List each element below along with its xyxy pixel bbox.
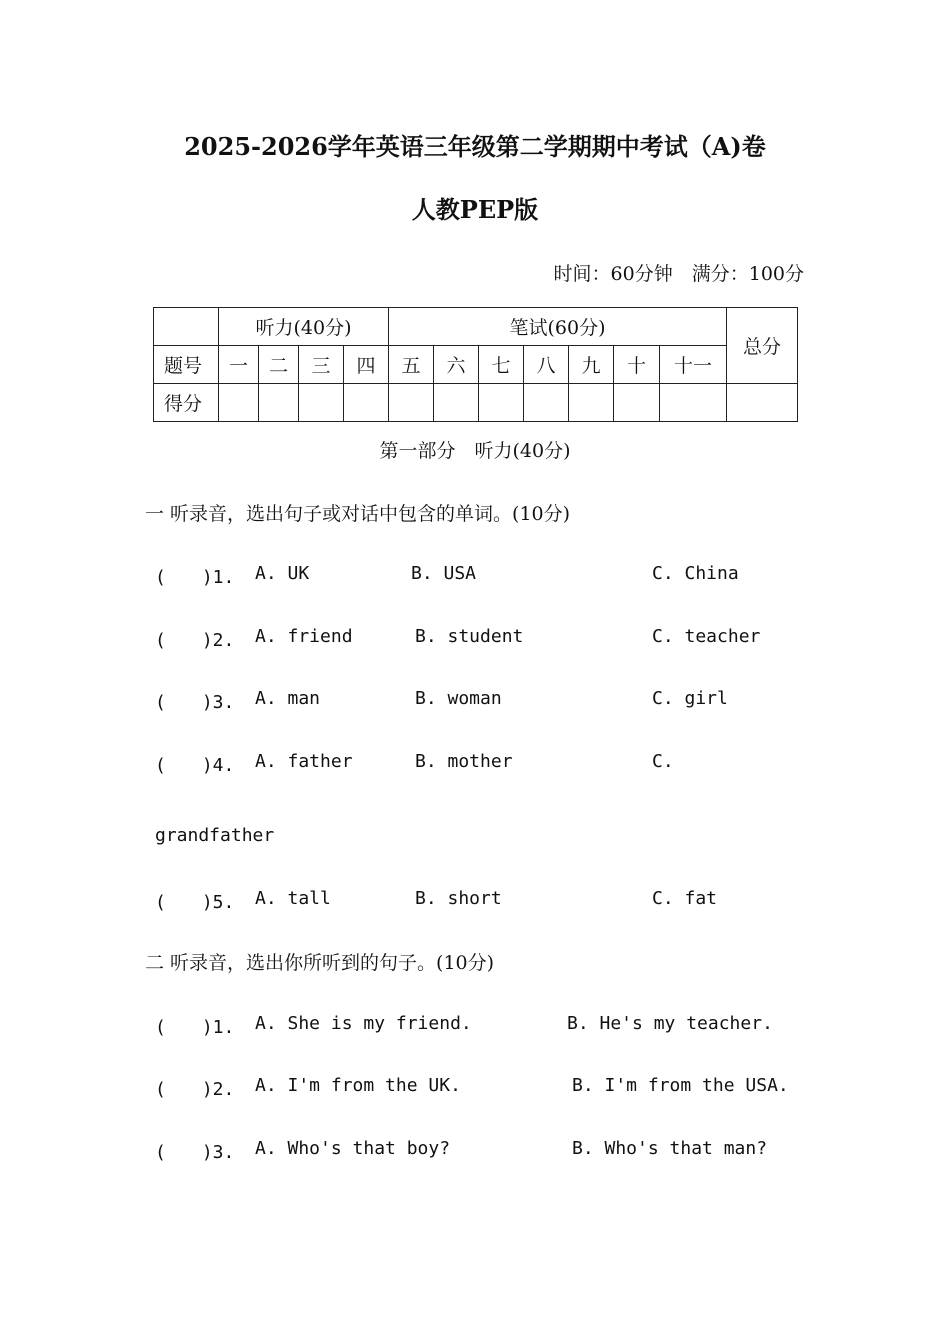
score-row-label: 得分 <box>154 384 219 422</box>
column-label: 八 <box>524 346 569 384</box>
option-b: B. He's my teacher. <box>567 1013 773 1034</box>
total-score-cell[interactable] <box>727 384 798 422</box>
question-number: ( )3. <box>155 1142 235 1163</box>
option-b: B. I'm from the USA. <box>572 1075 789 1096</box>
exam-title: 2025-2026学年英语三年级第二学期期中考试（A)卷 <box>184 132 766 161</box>
option-a: A. She is my friend. <box>255 1013 472 1034</box>
option-a: A. I'm from the UK. <box>255 1075 461 1096</box>
score-table <box>153 307 798 422</box>
section2-heading: 二 听录音，选出你所听到的句子。(10分) <box>145 952 495 974</box>
column-label: 二 <box>259 346 299 384</box>
score-cell[interactable] <box>569 384 614 422</box>
option-a: A. friend <box>255 626 353 647</box>
option-b: B. USA <box>411 563 477 584</box>
total-header: 总分 <box>727 308 798 384</box>
column-label: 十一 <box>660 346 727 384</box>
score-table-corner <box>154 308 219 346</box>
option-a: A. tall <box>255 888 331 909</box>
column-label: 四 <box>344 346 389 384</box>
section1-heading: 一 听录音，选出句子或对话中包含的单词。(10分) <box>145 503 571 525</box>
score-cell[interactable] <box>524 384 569 422</box>
option-c: C. fat <box>652 888 718 909</box>
option-b: B. student <box>415 626 524 647</box>
column-label: 五 <box>389 346 434 384</box>
score-cell[interactable] <box>479 384 524 422</box>
question-number: ( )5. <box>155 892 235 913</box>
option-a: A. Who's that boy? <box>255 1138 451 1159</box>
written-header: 笔试(60分) <box>389 308 727 346</box>
option-b: B. woman <box>415 688 502 709</box>
option-c-wrapped-text: grandfather <box>155 825 275 846</box>
column-label: 十 <box>614 346 660 384</box>
option-a: A. father <box>255 751 353 772</box>
part-one-title: 第一部分 听力(40分) <box>379 440 571 462</box>
question-number: ( )2. <box>155 630 235 651</box>
column-label: 六 <box>434 346 479 384</box>
score-cell[interactable] <box>219 384 259 422</box>
option-c: C. China <box>652 563 739 584</box>
exam-info: 时间：60分钟 满分：100分 <box>553 263 804 285</box>
score-cell[interactable] <box>614 384 660 422</box>
score-cell[interactable] <box>344 384 389 422</box>
listening-header: 听力(40分) <box>219 308 389 346</box>
score-cell[interactable] <box>660 384 727 422</box>
option-b: B. mother <box>415 751 513 772</box>
question-number-label: 题号 <box>154 346 219 384</box>
option-a: A. man <box>255 688 321 709</box>
question-number: ( )4. <box>155 755 235 776</box>
score-cell[interactable] <box>389 384 434 422</box>
question-number: ( )1. <box>155 567 235 588</box>
question-number: ( )1. <box>155 1017 235 1038</box>
score-cell[interactable] <box>259 384 299 422</box>
option-a: A. UK <box>255 563 310 584</box>
column-label: 七 <box>479 346 524 384</box>
exam-subtitle: 人教PEP版 <box>411 195 539 224</box>
question-number: ( )2. <box>155 1079 235 1100</box>
option-c: C. teacher <box>652 626 761 647</box>
option-c: C. girl <box>652 688 728 709</box>
option-b: B. Who's that man? <box>572 1138 768 1159</box>
score-cell[interactable] <box>434 384 479 422</box>
option-c: C. <box>652 751 674 772</box>
column-label: 一 <box>219 346 259 384</box>
question-number: ( )3. <box>155 692 235 713</box>
column-label: 九 <box>569 346 614 384</box>
option-b: B. short <box>415 888 502 909</box>
score-cell[interactable] <box>299 384 344 422</box>
column-label: 三 <box>299 346 344 384</box>
